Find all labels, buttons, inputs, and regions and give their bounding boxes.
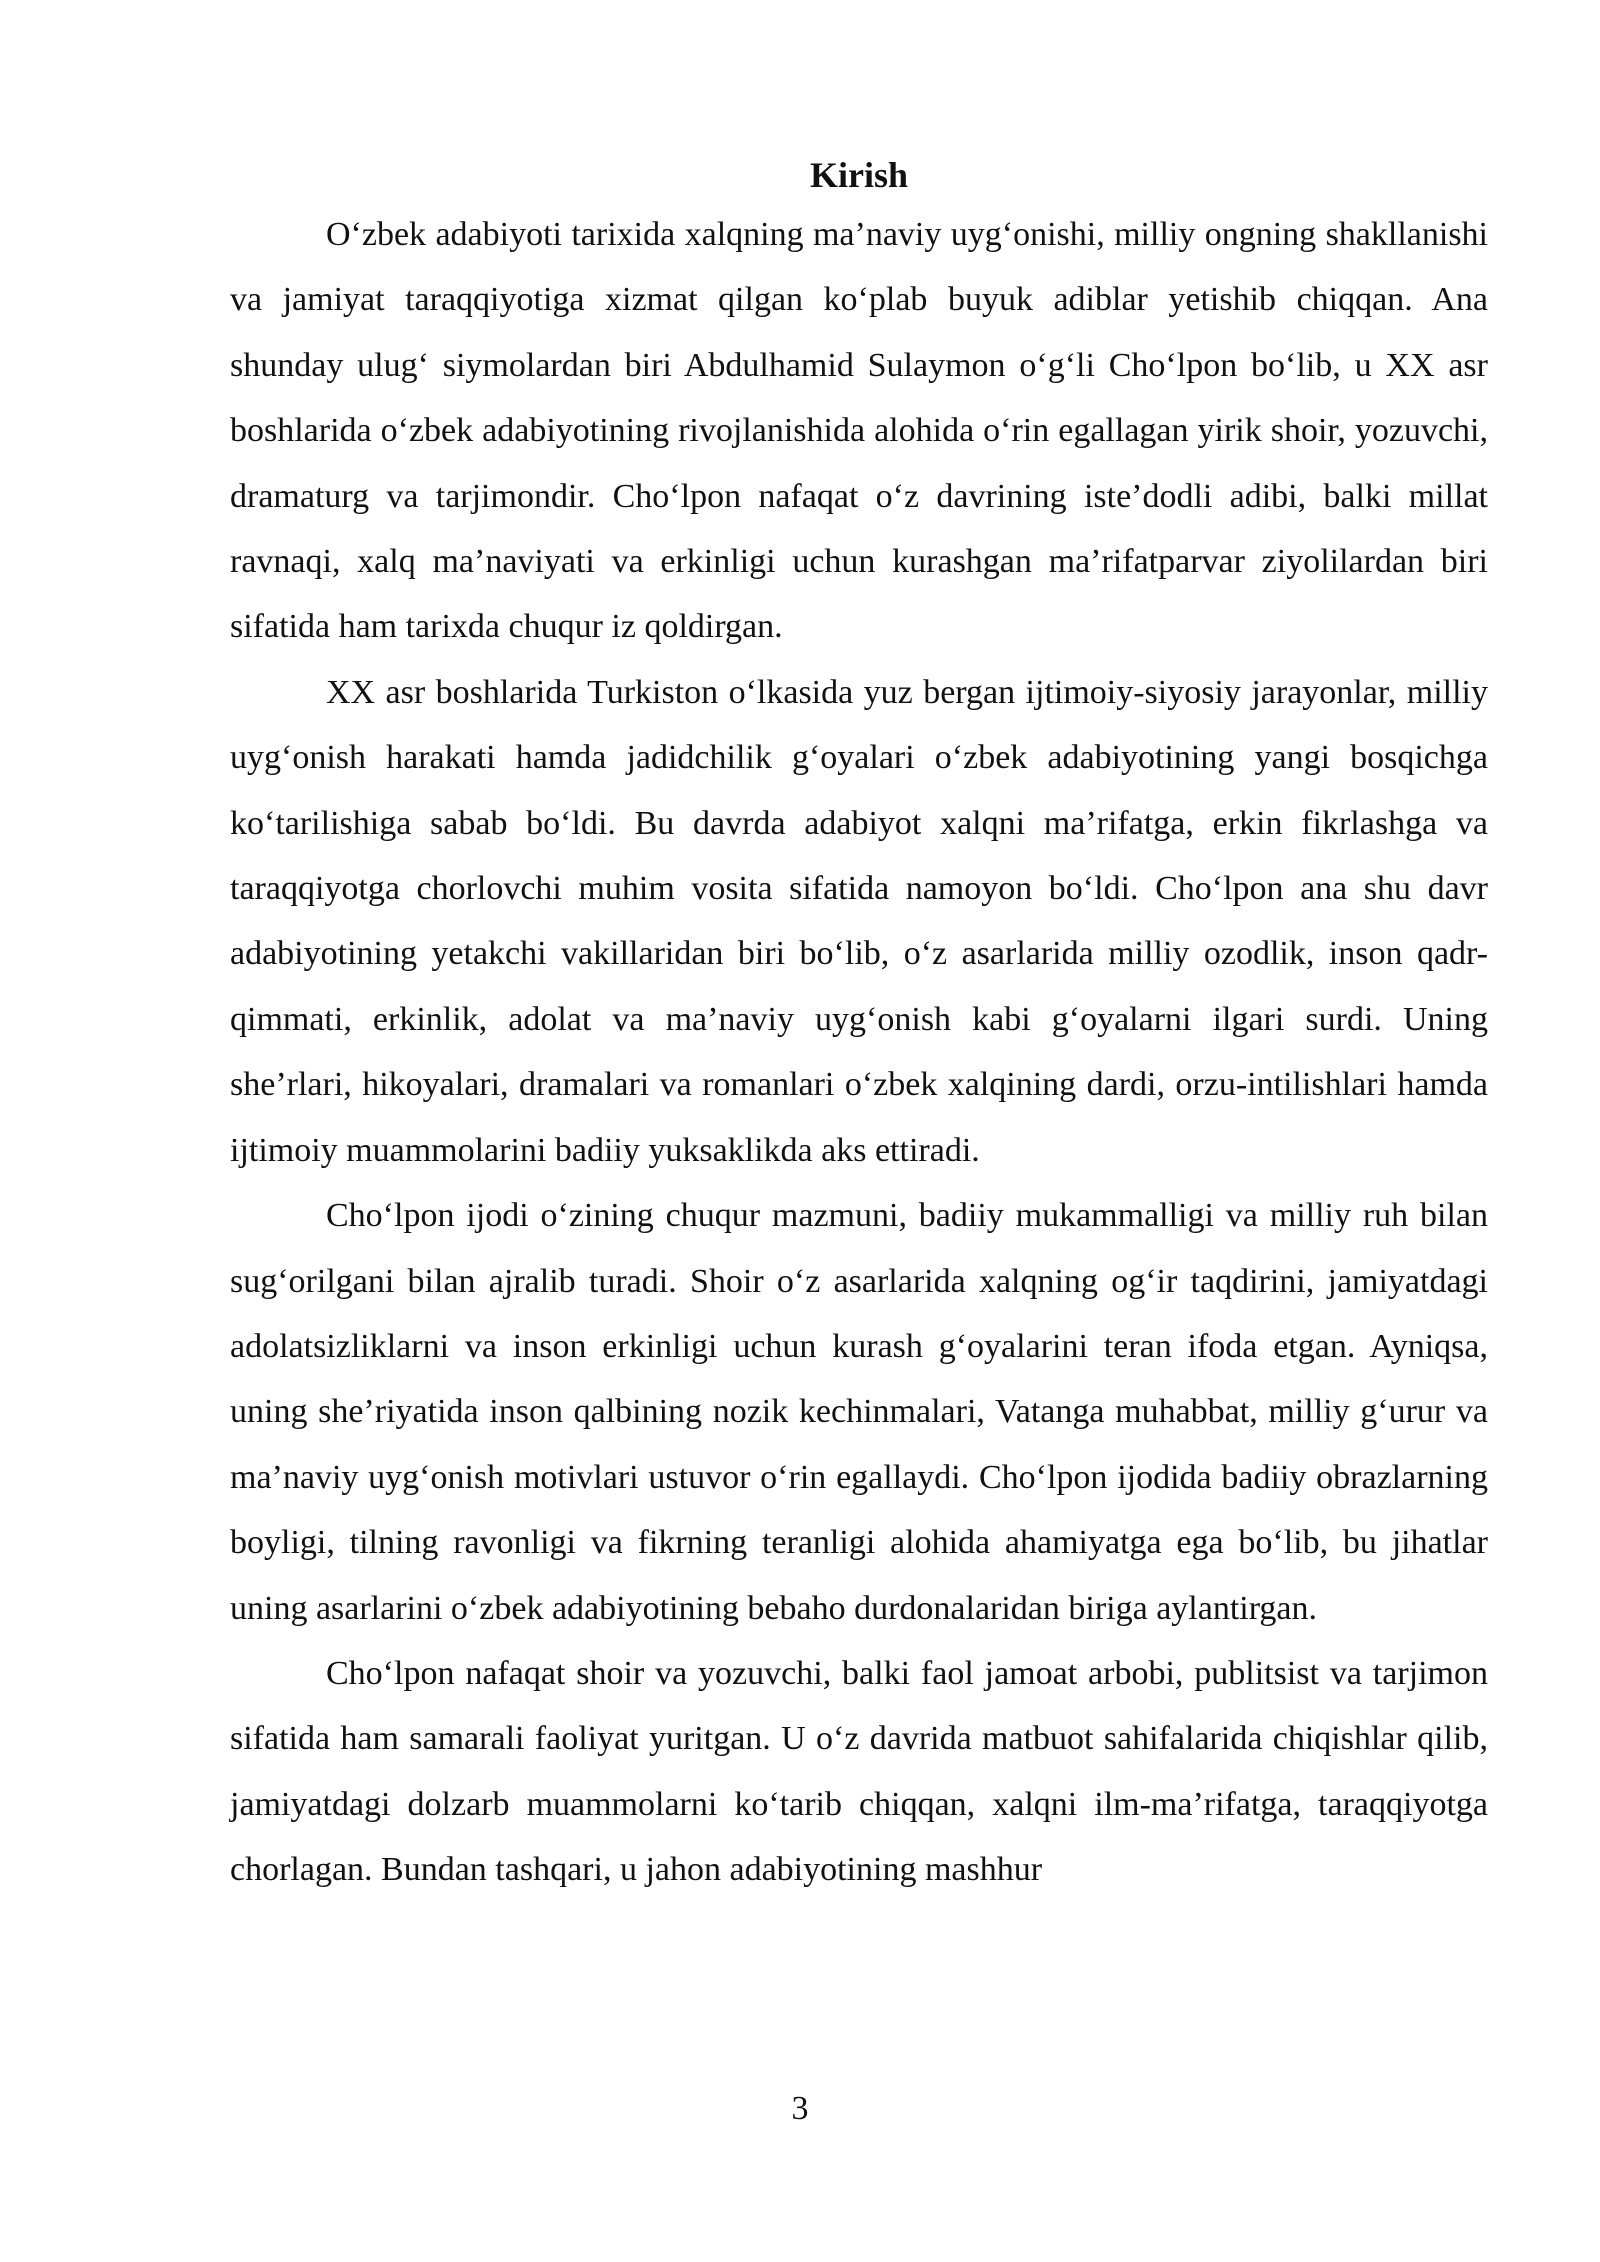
- page-content: [230, 148, 1488, 1903]
- paragraph-3: Cho‘lpon ijodi o‘zining chuqur mazmuni, badiiy mukammalligi va milliy ruh bilan sug‘orilgani bilan ajralib turadi. Shoir o‘z asarlarida xalqning og‘ir taqdirini, jamiyatdagi adolatsizliklarni va inson erkinligi uchun kurash g‘oyalarini teran ifoda etgan. Ayniqsa, uning she’riyatida inson qalbining nozik kechinmalari, Vatanga muhabbat, milliy g‘urur va ma’naviy uyg‘onish motivlari ustuvor o‘rin egallaydi. Cho‘lpon ijodida badiiy obrazlarning boyligi, tilning ravonligi va fikrning teranligi alohida ahamiyatga ega bo‘lib, bu jihatlar uning asarlarini o‘zbek adabiyotining bebaho durdonalaridan biriga aylantirgan.: [230, 1197, 1488, 1627]
- page-number: 3: [791, 2090, 809, 2127]
- paragraph-4: Cho‘lpon nafaqat shoir va yozuvchi, balki faol jamoat arbobi, publitsist va tarjimon sifatida ham samarali faoliyat yuritgan. U o‘z davrida matbuot sahifalarida chiqishlar qilib, jamiyatdagi dolzarb muammolarni ko‘tarib chiqqan, xalqni ilm-ma’rifatga, taraqqiyotga chorlagan. Bundan tashqari, u jahon adabiyotining mashhur: [230, 1654, 1488, 1889]
- section-title: Kirish: [809, 155, 908, 195]
- paragraph-2: XX asr boshlarida Turkiston o‘lkasida yuz bergan ijtimoiy-siyosiy jarayonlar, milliy uyg‘onish harakati hamda jadidchilik g‘oyalari o‘zbek adabiyotining yangi bosqichga ko‘tarilishiga sabab bo‘ldi. Bu davrda adabiyot xalqni ma’rifatga, erkin fikrlashga va taraqqiyotga chorlovchi muhim vosita sifatida namoyon bo‘ldi. Cho‘lpon ana shu davr adabiyotining yetakchi vakillaridan biri bo‘lib, o‘z asarlarida milliy ozodlik, inson qadr-qimmati, erkinlik, adolat va ma’naviy uyg‘onish kabi g‘oyalarni ilgari surdi. Uning she’rlari, hikoyalari, dramalari va romanlari o‘zbek xalqining dardi, orzu-intilishlari hamda ijtimoiy muammolarini badiiy yuksaklikda aks ettiradi.: [230, 673, 1488, 1169]
- paragraph-1: O‘zbek adabiyoti tarixida xalqning ma’naviy uyg‘onishi, milliy ongning shakllanishi va jamiyat taraqqiyotiga xizmat qilgan ko‘plab buyuk adiblar yetishib chiqqan. Ana shunday ulug‘ siymolardan biri Abdulhamid Sulaymon o‘g‘li Cho‘lpon bo‘lib, u XX asr boshlarida o‘zbek adabiyotining rivojlanishida alohida o‘rin egallagan yirik shoir, yozuvchi, dramaturg va tarjimondir. Cho‘lpon nafaqat o‘z davrining iste’dodli adibi, balki millat ravnaqi, xalq ma’naviyati va erkinligi uchun kurashgan ma’rifatparvar ziyolilardan biri sifatida ham tarixda chuqur iz qoldirgan.: [230, 216, 1488, 646]
